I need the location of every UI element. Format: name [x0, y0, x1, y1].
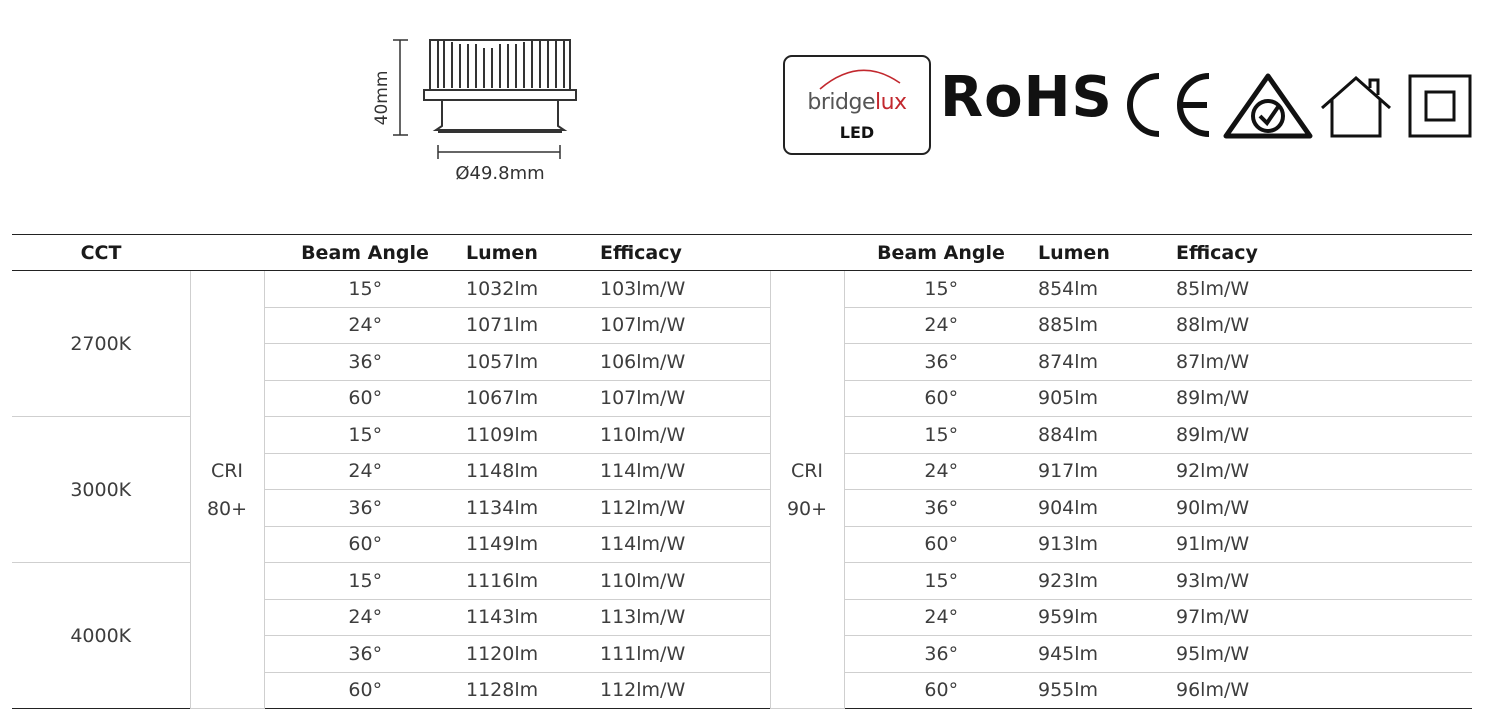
- cri-90-label: CRI: [790, 459, 824, 482]
- beam-angle-cell: 36°: [844, 344, 1038, 381]
- efficacy-b-cell: 96lm/W: [1176, 672, 1472, 709]
- header-cct: CCT: [12, 235, 190, 271]
- beam-angle-cell: 15°: [844, 563, 1038, 600]
- table-header-row: [12, 235, 1472, 271]
- efficacy-b-cell: 92lm/W: [1176, 453, 1472, 490]
- class-ii-insulation-icon: [1408, 74, 1472, 138]
- lumen-b-cell: 904lm: [1038, 490, 1176, 527]
- efficacy-b-cell: 97lm/W: [1176, 599, 1472, 636]
- beam-angle-cell: 24°: [844, 453, 1038, 490]
- efficacy-b-cell: 91lm/W: [1176, 526, 1472, 563]
- cri-80-cell: [190, 271, 264, 709]
- cri-80-value: 80+: [206, 497, 248, 520]
- efficacy-b-cell: 87lm/W: [1176, 344, 1472, 381]
- header-spacer-a: [190, 235, 264, 271]
- cri-90-value: 90+: [786, 497, 828, 520]
- lumen-b-cell: 959lm: [1038, 599, 1176, 636]
- lumen-a-cell: 1057lm: [466, 344, 600, 381]
- indoor-use-icon: [1318, 74, 1394, 140]
- beam-angle-cell: 15°: [264, 417, 466, 454]
- efficacy-a-cell: 114lm/W: [600, 453, 770, 490]
- cri-80-label: CRI: [210, 459, 244, 482]
- beam-angle-cell: 24°: [264, 599, 466, 636]
- efficacy-a-cell: 111lm/W: [600, 636, 770, 673]
- beam-angle-cell: 36°: [264, 344, 466, 381]
- beam-angle-cell: 15°: [264, 563, 466, 600]
- efficacy-a-cell: 103lm/W: [600, 271, 770, 308]
- lumen-a-cell: 1071lm: [466, 307, 600, 344]
- lumen-a-cell: 1148lm: [466, 453, 600, 490]
- efficacy-a-cell: 107lm/W: [600, 380, 770, 417]
- lumen-a-cell: 1116lm: [466, 563, 600, 600]
- lumen-b-cell: 917lm: [1038, 453, 1176, 490]
- efficacy-a-cell: 112lm/W: [600, 490, 770, 527]
- lumen-b-cell: 913lm: [1038, 526, 1176, 563]
- beam-angle-cell: 36°: [264, 636, 466, 673]
- cri-90-cell: [770, 271, 844, 709]
- header-beam-angle-b: Beam Angle: [844, 235, 1038, 271]
- lumen-a-cell: 1149lm: [466, 526, 600, 563]
- beam-angle-cell: 60°: [844, 380, 1038, 417]
- efficacy-b-cell: 89lm/W: [1176, 417, 1472, 454]
- bridgelux-swoosh-icon: [815, 61, 905, 91]
- efficacy-b-cell: 85lm/W: [1176, 271, 1472, 308]
- beam-angle-cell: 24°: [844, 599, 1038, 636]
- lumen-a-cell: 1143lm: [466, 599, 600, 636]
- lumen-a-cell: 1120lm: [466, 636, 600, 673]
- beam-angle-cell: 60°: [844, 526, 1038, 563]
- efficacy-b-cell: 95lm/W: [1176, 636, 1472, 673]
- cct-cell: 2700K: [12, 271, 190, 417]
- efficacy-b-cell: 88lm/W: [1176, 307, 1472, 344]
- lumen-b-cell: 955lm: [1038, 672, 1176, 709]
- cct-cell: 4000K: [12, 563, 190, 709]
- rohs-mark: RoHS: [940, 65, 1113, 130]
- efficacy-a-cell: 114lm/W: [600, 526, 770, 563]
- beam-angle-cell: 24°: [264, 307, 466, 344]
- header-spacer-b: [770, 235, 844, 271]
- lumen-b-cell: 884lm: [1038, 417, 1176, 454]
- lumen-b-cell: 923lm: [1038, 563, 1176, 600]
- beam-angle-cell: 60°: [264, 380, 466, 417]
- lumen-b-cell: 945lm: [1038, 636, 1176, 673]
- efficacy-a-cell: 107lm/W: [600, 307, 770, 344]
- beam-angle-cell: 15°: [844, 271, 1038, 308]
- header-beam-angle-a: Beam Angle: [264, 235, 466, 271]
- cct-cell: 3000K: [12, 417, 190, 563]
- header-lumen-a: Lumen: [466, 235, 600, 271]
- photometric-spec-table: [12, 234, 1472, 709]
- header-efficacy-a: Efficacy: [600, 235, 770, 271]
- beam-angle-cell: 60°: [264, 672, 466, 709]
- bridgelux-wordmark-a: bridge: [807, 90, 875, 115]
- beam-angle-cell: 36°: [264, 490, 466, 527]
- efficacy-a-cell: 106lm/W: [600, 344, 770, 381]
- bridgelux-wordmark-b: lux: [875, 90, 907, 115]
- lumen-a-cell: 1067lm: [466, 380, 600, 417]
- efficacy-a-cell: 113lm/W: [600, 599, 770, 636]
- lumen-b-cell: 905lm: [1038, 380, 1176, 417]
- beam-angle-cell: 60°: [264, 526, 466, 563]
- efficacy-a-cell: 110lm/W: [600, 417, 770, 454]
- efficacy-b-cell: 90lm/W: [1176, 490, 1472, 527]
- efficacy-b-cell: 89lm/W: [1176, 380, 1472, 417]
- beam-angle-cell: 24°: [264, 453, 466, 490]
- beam-angle-cell: 36°: [844, 490, 1038, 527]
- lumen-a-cell: 1128lm: [466, 672, 600, 709]
- beam-angle-cell: 60°: [844, 672, 1038, 709]
- rcm-compliance-icon: [1222, 72, 1314, 140]
- table-row: [12, 271, 1472, 308]
- beam-angle-cell: 36°: [844, 636, 1038, 673]
- beam-angle-cell: 24°: [844, 307, 1038, 344]
- efficacy-b-cell: 93lm/W: [1176, 563, 1472, 600]
- lumen-b-cell: 885lm: [1038, 307, 1176, 344]
- height-dimension-label: 40mm: [372, 70, 392, 126]
- bridgelux-wordmark: [785, 90, 929, 115]
- lumen-b-cell: 874lm: [1038, 344, 1176, 381]
- bridgelux-led-logo: [783, 55, 931, 155]
- header-lumen-b: Lumen: [1038, 235, 1176, 271]
- beam-angle-cell: 15°: [264, 271, 466, 308]
- lumen-a-cell: 1109lm: [466, 417, 600, 454]
- efficacy-a-cell: 112lm/W: [600, 672, 770, 709]
- beam-angle-cell: 15°: [844, 417, 1038, 454]
- efficacy-a-cell: 110lm/W: [600, 563, 770, 600]
- header-efficacy-b: Efficacy: [1176, 235, 1472, 271]
- lumen-a-cell: 1032lm: [466, 271, 600, 308]
- lumen-b-cell: 854lm: [1038, 271, 1176, 308]
- lumen-a-cell: 1134lm: [466, 490, 600, 527]
- diameter-dimension-label: Ø49.8mm: [455, 163, 545, 184]
- bridgelux-led-label: LED: [839, 123, 875, 142]
- ce-mark-icon: [1125, 70, 1217, 140]
